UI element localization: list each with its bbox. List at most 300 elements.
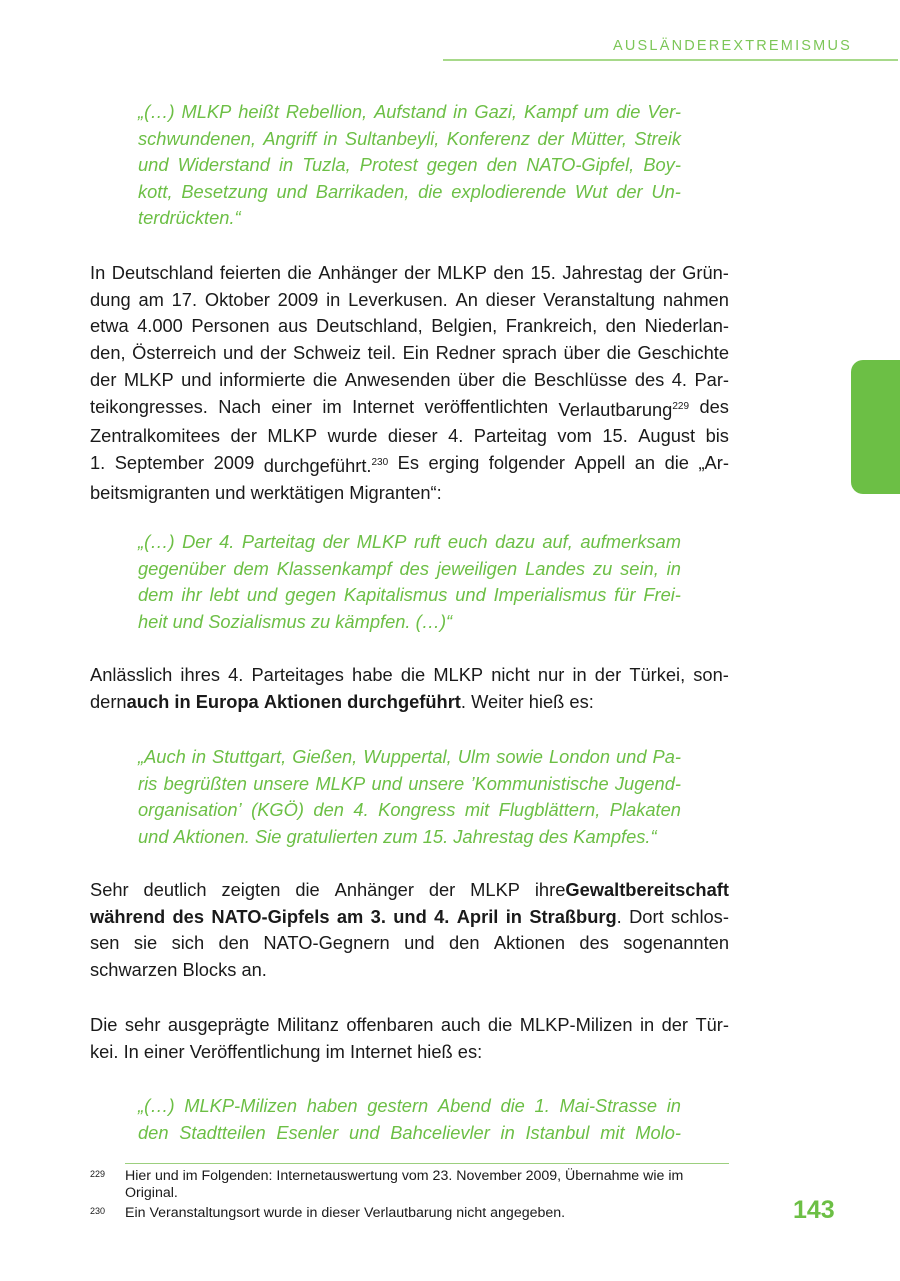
word (474, 99, 517, 126)
word: und (222, 342, 254, 364)
word: vom (557, 425, 592, 447)
word (436, 340, 496, 367)
word: Deutschland (111, 262, 214, 283)
word (471, 689, 524, 716)
word (487, 152, 518, 179)
word (183, 957, 237, 984)
word: MLKP (437, 262, 487, 283)
word: folgender (488, 452, 565, 474)
word (192, 744, 206, 771)
word (414, 529, 440, 556)
word (493, 260, 524, 287)
word (653, 744, 681, 771)
word (529, 904, 621, 931)
word: Gießen, (292, 746, 358, 767)
text-line (90, 957, 729, 984)
word (694, 367, 729, 394)
word (378, 797, 455, 824)
word: deutlich (143, 879, 207, 900)
word (438, 1093, 491, 1120)
word (502, 340, 557, 367)
word: und (181, 368, 212, 390)
word (322, 394, 341, 424)
word: Redner (435, 342, 496, 364)
word (286, 99, 367, 126)
word (316, 179, 410, 206)
word (506, 313, 597, 340)
word: am (138, 288, 164, 310)
word: teil. (367, 342, 397, 364)
word (559, 1093, 657, 1120)
word: In (90, 262, 106, 283)
word: Tuzla, (302, 154, 351, 176)
word: an. (241, 959, 267, 981)
word (313, 797, 344, 824)
word: feierten (219, 262, 281, 283)
word (535, 1093, 550, 1120)
word: gegenüber (138, 557, 226, 579)
word: 4. (353, 799, 369, 821)
word: MLKP (433, 664, 484, 685)
word: die (287, 262, 312, 283)
word (433, 662, 483, 689)
word (279, 152, 293, 179)
word (90, 367, 116, 394)
word (400, 556, 429, 583)
word: kei. (90, 1040, 119, 1062)
text-line (90, 367, 729, 394)
word (595, 662, 621, 689)
word: gratulierten (286, 825, 378, 847)
text-line (90, 662, 729, 689)
word: mit (600, 1121, 625, 1143)
word: der (230, 425, 257, 447)
word (90, 287, 131, 314)
word (276, 1120, 338, 1147)
word (337, 904, 363, 931)
word (367, 1093, 428, 1120)
word (349, 1120, 380, 1147)
word: Verlautbarung (558, 398, 673, 420)
word: NATO-Gipfel, (526, 154, 635, 176)
word: 17. (171, 288, 198, 310)
word: Aktionen (493, 932, 566, 954)
word: Sie (254, 825, 282, 847)
word (112, 260, 214, 287)
word: die (664, 452, 689, 474)
word (144, 1039, 185, 1066)
word: begrüßten (163, 772, 247, 794)
word: und (404, 932, 435, 954)
footnote-ref[interactable]: 230 (371, 457, 389, 469)
word: in (191, 746, 207, 767)
word: gegen (285, 584, 336, 606)
word (264, 450, 388, 480)
word: ihr (181, 584, 202, 606)
word: . (616, 905, 622, 927)
word: schwarzen (90, 959, 178, 981)
word: Parteitag (241, 531, 316, 552)
word: zeigten (221, 879, 281, 900)
bold-text: NATO-Gipfels (211, 905, 330, 927)
word: sprach (502, 342, 557, 364)
word (316, 313, 423, 340)
word (313, 367, 337, 394)
word (349, 480, 441, 507)
word (580, 529, 681, 556)
word (416, 609, 453, 636)
word (311, 609, 330, 636)
word (191, 313, 269, 340)
word (431, 313, 497, 340)
word: der (649, 262, 676, 283)
word: Veröffentlichung (189, 1040, 321, 1062)
text-line (138, 556, 681, 583)
word (90, 904, 165, 931)
word (489, 450, 565, 480)
word: es: (457, 1040, 483, 1062)
text-line (90, 340, 729, 367)
word: aufmerksam (580, 531, 681, 552)
bold-text: auch (126, 690, 170, 712)
word: haben (306, 1095, 358, 1116)
text-line (90, 450, 729, 480)
word: dem (138, 584, 174, 606)
word: heißt (238, 101, 279, 122)
word (572, 662, 586, 689)
word (610, 797, 681, 824)
word: MLKP (267, 425, 318, 447)
word: Dort (629, 905, 664, 927)
word: beitsmigranten (90, 481, 210, 503)
word (278, 287, 319, 314)
word: dieser (485, 288, 536, 310)
word (190, 1039, 321, 1066)
word: Anlässlich (90, 664, 173, 685)
word (695, 1012, 729, 1039)
word (277, 556, 392, 583)
word (559, 394, 690, 424)
word: auch (440, 1014, 481, 1035)
word (563, 340, 600, 367)
word (486, 287, 536, 314)
word: Kampfes.“ (573, 825, 657, 847)
word (371, 771, 402, 798)
word: „Auch (138, 746, 186, 767)
word: den (486, 154, 518, 176)
word: und (371, 772, 402, 794)
word (323, 126, 337, 153)
word (542, 529, 573, 556)
word (569, 689, 593, 716)
word: Jahrestag (453, 825, 534, 847)
word (423, 824, 448, 851)
word: und (172, 610, 204, 632)
word: August (638, 425, 696, 447)
word: Belgien, (431, 315, 498, 337)
word (574, 450, 625, 480)
word (138, 287, 163, 314)
word: in (500, 1121, 515, 1143)
word (649, 260, 675, 287)
word (495, 529, 535, 556)
word (465, 797, 489, 824)
word (90, 957, 177, 984)
word (383, 824, 418, 851)
word (138, 824, 169, 851)
word: Aufstand (374, 101, 447, 122)
block-quote (138, 99, 681, 232)
word: Jahrestag (562, 262, 643, 283)
word: der (428, 879, 456, 900)
word: in (326, 288, 341, 310)
word: Appell (574, 452, 626, 474)
word: Ein (402, 342, 430, 364)
word (506, 904, 522, 931)
word (538, 662, 564, 689)
text-line (90, 689, 729, 716)
word (345, 367, 451, 394)
word: zum (383, 825, 418, 847)
word: Widerstand (177, 154, 270, 176)
text-line (138, 152, 681, 179)
word: Gazi, (474, 101, 518, 122)
word (115, 450, 204, 480)
word (179, 1120, 265, 1147)
word (220, 260, 281, 287)
text-line (90, 260, 729, 287)
word: MLKP (181, 101, 232, 122)
footnote-230 (90, 1205, 730, 1222)
header-rule (443, 59, 898, 61)
word (458, 1039, 482, 1066)
word: bis (705, 425, 729, 447)
word: der (322, 531, 350, 552)
word: es: (569, 690, 594, 712)
block-quote (138, 744, 681, 850)
word (90, 394, 208, 424)
word: lebt (209, 584, 240, 606)
word: der (90, 368, 117, 390)
word (699, 394, 728, 424)
word (635, 450, 655, 480)
word (529, 689, 565, 716)
word: werktätigen (250, 481, 345, 503)
word (353, 797, 368, 824)
word: Angriff (263, 127, 317, 149)
footnote-number: 229 (90, 1169, 106, 1179)
word: den (218, 932, 250, 954)
word (662, 1012, 688, 1039)
word: Tür- (695, 1014, 729, 1035)
word (393, 904, 427, 931)
word (562, 260, 642, 287)
word (534, 367, 628, 394)
word: und (246, 584, 278, 606)
word (640, 1012, 654, 1039)
word: Migranten“: (349, 481, 442, 503)
word: teikongresses. (90, 395, 208, 417)
word (277, 179, 308, 206)
word: durchgeführt. (263, 455, 372, 477)
footnote-number: 230 (90, 1206, 106, 1216)
word: Par- (694, 368, 729, 390)
word: die (616, 101, 641, 122)
word: Oktober (204, 288, 270, 310)
word: Imperialismus (493, 584, 607, 606)
word (137, 313, 183, 340)
word: Sozialismus (208, 610, 306, 632)
word: Wuppertal, (363, 746, 452, 767)
word: Streik (634, 127, 681, 149)
word (453, 99, 467, 126)
word (90, 480, 210, 507)
word (635, 367, 664, 394)
word (667, 556, 681, 583)
word: Bahcelievler (390, 1121, 490, 1143)
word (210, 582, 239, 609)
word (474, 423, 547, 450)
word: Un- (651, 180, 681, 202)
word: einer (143, 1040, 185, 1062)
word (242, 529, 315, 556)
bold-text: 4. (434, 905, 450, 927)
word: September (114, 452, 205, 474)
word: Landes (525, 557, 586, 579)
word: einer (271, 395, 312, 417)
word: Anwesenden (344, 368, 451, 390)
word (124, 1039, 139, 1066)
body-paragraph (90, 260, 729, 507)
word (629, 904, 664, 931)
word (417, 1039, 453, 1066)
word: Internet (352, 395, 415, 417)
word (448, 529, 488, 556)
word (335, 877, 414, 904)
word: „(…) (138, 1095, 175, 1116)
word (335, 609, 410, 636)
word (424, 394, 548, 424)
word (251, 797, 304, 824)
word (539, 824, 568, 851)
text-line (138, 824, 681, 851)
word: die (400, 664, 426, 685)
word (600, 1120, 624, 1147)
word (181, 179, 267, 206)
word: „(…) (138, 101, 175, 122)
word (318, 260, 397, 287)
word: den (605, 315, 637, 337)
word: heit (138, 610, 168, 632)
word: der (260, 342, 287, 364)
word (138, 771, 157, 798)
word (90, 450, 105, 480)
word (241, 957, 266, 984)
word (614, 582, 635, 609)
text-line (90, 1039, 729, 1066)
word (663, 287, 729, 314)
word (651, 179, 680, 206)
word (537, 126, 563, 153)
word (390, 1120, 490, 1147)
word: Wut (574, 180, 608, 202)
word: Mai-Strasse (559, 1095, 658, 1116)
body-paragraph (90, 662, 729, 715)
footnote-ref[interactable]: 229 (672, 400, 690, 412)
word: Niederlan- (644, 315, 729, 337)
word: sehr (124, 1014, 161, 1035)
word (138, 556, 225, 583)
word: Veranstaltung (543, 288, 656, 310)
word (584, 99, 609, 126)
text-line (138, 126, 681, 153)
word (620, 556, 659, 583)
word (363, 744, 451, 771)
word: Pa- (652, 746, 681, 767)
word: habe (352, 664, 393, 685)
word (543, 287, 655, 314)
word (470, 877, 520, 904)
word: und (349, 1121, 380, 1143)
word: erging (428, 452, 480, 474)
word: Beschlüsse (533, 368, 628, 390)
text-line (138, 797, 681, 824)
word: Klassenkampf (276, 557, 392, 579)
word: Anhänger (334, 879, 414, 900)
word (168, 1012, 270, 1039)
word (326, 287, 340, 314)
word (616, 179, 642, 206)
word (672, 367, 687, 394)
word (90, 313, 129, 340)
word (368, 340, 396, 367)
word (181, 367, 212, 394)
word: der (594, 664, 622, 685)
bold-text: April (456, 905, 499, 927)
word (302, 152, 350, 179)
word (138, 126, 256, 153)
word (90, 260, 105, 287)
word (525, 1120, 589, 1147)
word: sowie (496, 746, 543, 767)
word: die (295, 879, 320, 900)
word (251, 662, 343, 689)
word (428, 450, 479, 480)
word: Grün- (682, 262, 729, 283)
word (90, 423, 220, 450)
word: Militanz (276, 1014, 339, 1035)
word: Stadtteilen (179, 1121, 266, 1143)
word (607, 340, 631, 367)
word: Abend (437, 1095, 491, 1116)
word (181, 99, 231, 126)
word: (…)“ (415, 610, 453, 632)
word (535, 877, 729, 904)
text-line (90, 423, 729, 450)
word (138, 797, 242, 824)
word (287, 260, 311, 287)
word: den, (90, 342, 126, 364)
word (238, 99, 279, 126)
word (181, 582, 201, 609)
word (520, 1012, 633, 1039)
word: Konferenz (446, 127, 531, 149)
word (164, 771, 247, 798)
word: Österreich (132, 342, 217, 364)
word (180, 662, 220, 689)
word (526, 152, 634, 179)
word (138, 99, 175, 126)
